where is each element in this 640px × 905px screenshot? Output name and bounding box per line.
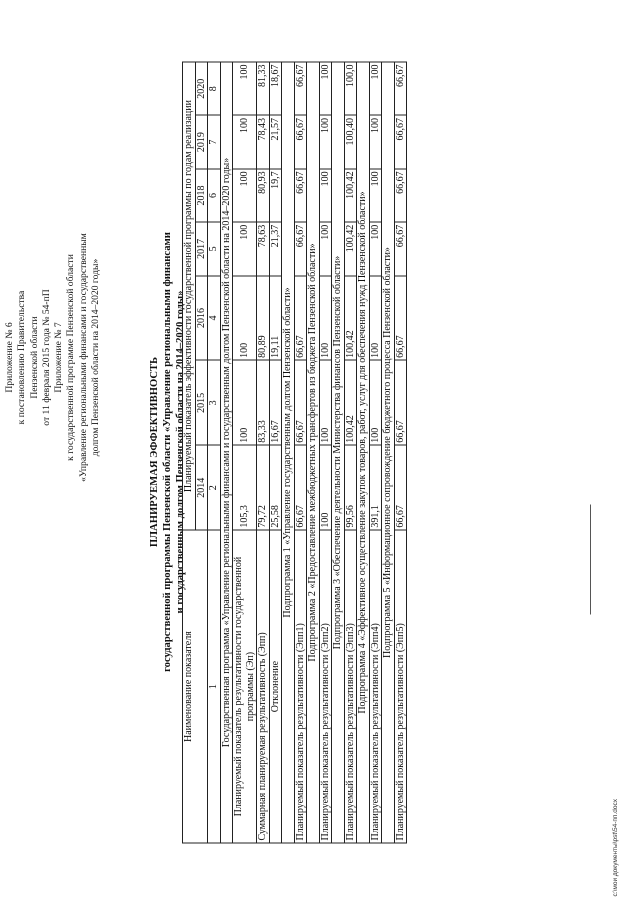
value-cell: 105,3 (233, 445, 257, 530)
value-cell: 100 (233, 62, 257, 116)
file-path-footer: c:\мои документы\pst\54-пп.docx (612, 799, 619, 897)
value-cell: 100 (319, 116, 332, 169)
value-cell: 80,93 (257, 169, 270, 222)
header-line: к государственной программе Пензенской области (65, 254, 77, 461)
value-cell: 391,1 (369, 445, 382, 530)
value-cell: 66,67 (394, 169, 407, 222)
table-row (344, 62, 357, 843)
value-cell: 79,72 (257, 445, 270, 530)
value-cell: 66,67 (294, 169, 307, 222)
column-number-cell: 8 (208, 62, 221, 116)
value-cell: 100,40 (344, 116, 357, 169)
section-title: Подпрограмма 4 «Эффективное осуществление закупок товаров, работ, услуг для обеспечения нужд Пензенской области» (357, 62, 370, 843)
section-title: Подпрограмма 5 «Информационное сопровождение бюджетного процесса Пензенской области» (382, 62, 395, 843)
year-header-2017: 2017 (195, 222, 208, 275)
column-number-cell: 6 (208, 169, 221, 222)
table-row (394, 62, 407, 843)
value-cell: 19,7 (269, 169, 282, 222)
header-line: Пензенской области (28, 316, 40, 399)
indicator-name: Планируемый показатель результативности (Эпп4) (369, 530, 382, 843)
value-cell: 66,67 (394, 116, 407, 169)
header-line: к постановлению Правительства (16, 290, 28, 425)
value-cell: 66,67 (294, 445, 307, 530)
column-number-cell: 7 (208, 116, 221, 169)
indicator-name: Планируемый показатель результативности (Эпп1) (294, 530, 307, 843)
indicator-name: Планируемый показатель результативности государственной программы (Эп) (233, 530, 257, 843)
table-row (294, 62, 307, 843)
value-cell: 81,33 (257, 62, 270, 116)
value-cell: 66,67 (394, 62, 407, 116)
value-cell: 66,67 (294, 222, 307, 275)
section-row (282, 62, 295, 843)
footnote-divider (590, 505, 591, 615)
header-line: Приложение № 7 (53, 322, 65, 393)
title-line: и государственным долгом Пензенской области на 2014–2020 годы» (175, 290, 186, 614)
value-cell: 100 (319, 360, 332, 445)
value-cell: 25,58 (269, 445, 282, 530)
title-line: ПЛАНИРУЕМАЯ ЭФФЕКТИВНОСТЬ (149, 356, 160, 548)
value-cell: 99,56 (344, 445, 357, 530)
value-cell: 18,67 (269, 62, 282, 116)
table-body (220, 62, 407, 843)
table-row (257, 62, 270, 843)
efficiency-table (182, 62, 407, 844)
section-row (382, 62, 395, 843)
value-cell: 100,42 (344, 360, 357, 445)
value-cell: 83,33 (257, 360, 270, 445)
section-row (332, 62, 345, 843)
table-row (319, 62, 332, 843)
value-cell: 78,43 (257, 116, 270, 169)
value-cell: 66,67 (394, 276, 407, 361)
value-cell: 80,89 (257, 276, 270, 361)
value-cell: 100,42 (344, 222, 357, 275)
year-header-2018: 2018 (195, 169, 208, 222)
value-cell: 100 (233, 276, 257, 361)
year-header-2015: 2015 (195, 360, 208, 445)
header-line: долгом Пензенской области на 2014–2020 годы» (90, 258, 102, 457)
value-cell: 66,67 (394, 445, 407, 530)
indicator-name: Отклонение (269, 530, 282, 843)
value-cell: 100 (319, 169, 332, 222)
header-line: «Управление региональными финансами и государственным (77, 233, 89, 482)
column-header-name: Наименование показателя (183, 530, 208, 843)
value-cell: 100,42 (344, 169, 357, 222)
year-header-2016: 2016 (195, 276, 208, 361)
value-cell: 21,37 (269, 222, 282, 275)
value-cell: 100 (319, 222, 332, 275)
value-cell: 66,67 (394, 222, 407, 275)
table-row (369, 62, 382, 843)
value-cell: 19,11 (269, 276, 282, 361)
value-cell: 16,67 (269, 360, 282, 445)
section-title: Государственная программа «Управление региональными финансами и государственным долгом Пензенской области на 2014–2020 годы» (220, 62, 233, 843)
value-cell: 100 (319, 62, 332, 116)
value-cell: 100 (233, 169, 257, 222)
value-cell: 100 (319, 276, 332, 361)
value-cell: 78,63 (257, 222, 270, 275)
value-cell: 66,67 (294, 360, 307, 445)
section-title: Подпрограмма 2 «Предоставление межбюджетных трансфертов из бюджета Пензенской области» (307, 62, 320, 843)
value-cell: 100 (369, 360, 382, 445)
section-title: Подпрограмма 1 «Управление государственным долгом Пензенской области» (282, 62, 295, 843)
value-cell: 100,0 (344, 62, 357, 116)
value-cell: 66,67 (294, 276, 307, 361)
column-number-cell: 5 (208, 222, 221, 275)
year-header-2020: 2020 (195, 62, 208, 116)
section-row (307, 62, 320, 843)
value-cell: 100 (369, 276, 382, 361)
indicator-name: Суммарная планируемая результативность (Эпп) (257, 530, 270, 843)
year-header-2019: 2019 (195, 116, 208, 169)
indicator-name: Планируемый показатель результативности (Эпп2) (319, 530, 332, 843)
column-number-cell: 3 (208, 360, 221, 445)
section-row (220, 62, 233, 843)
header-line: от 11 февраля 2015 года № 54-пП (40, 289, 52, 426)
table-row (269, 62, 282, 843)
value-cell: 66,67 (294, 116, 307, 169)
section-title: Подпрограмма 3 «Обеспечение деятельности Министерства финансов Пензенской области» (332, 62, 345, 843)
value-cell: 100 (369, 116, 382, 169)
year-header-2014: 2014 (195, 445, 208, 530)
value-cell: 21,57 (269, 116, 282, 169)
document-header (4, 178, 102, 538)
value-cell: 100 (233, 222, 257, 275)
header-line: Приложение № 6 (4, 322, 15, 393)
value-cell: 66,67 (294, 62, 307, 116)
column-number-cell: 1 (208, 530, 221, 843)
value-cell: 100,42 (344, 276, 357, 361)
value-cell: 100 (369, 169, 382, 222)
value-cell: 100 (369, 62, 382, 116)
value-cell: 100 (319, 445, 332, 530)
value-cell: 100 (233, 360, 257, 445)
table-row (233, 62, 257, 843)
column-number-row (208, 62, 221, 843)
value-cell: 100 (369, 222, 382, 275)
section-row (357, 62, 370, 843)
column-number-cell: 2 (208, 445, 221, 530)
value-cell: 66,67 (394, 360, 407, 445)
title-line: государственной программы Пензенской области «Управление региональными финансами (162, 232, 173, 672)
column-header-group: Планируемый показатель эффективности государственной программы по годам реализации (183, 62, 196, 530)
indicator-name: Планируемый показатель результативности (Эпп3) (344, 530, 357, 843)
value-cell: 100 (233, 116, 257, 169)
indicator-name: Планируемый показатель результативности (Эпп5) (394, 530, 407, 843)
column-number-cell: 4 (208, 276, 221, 361)
